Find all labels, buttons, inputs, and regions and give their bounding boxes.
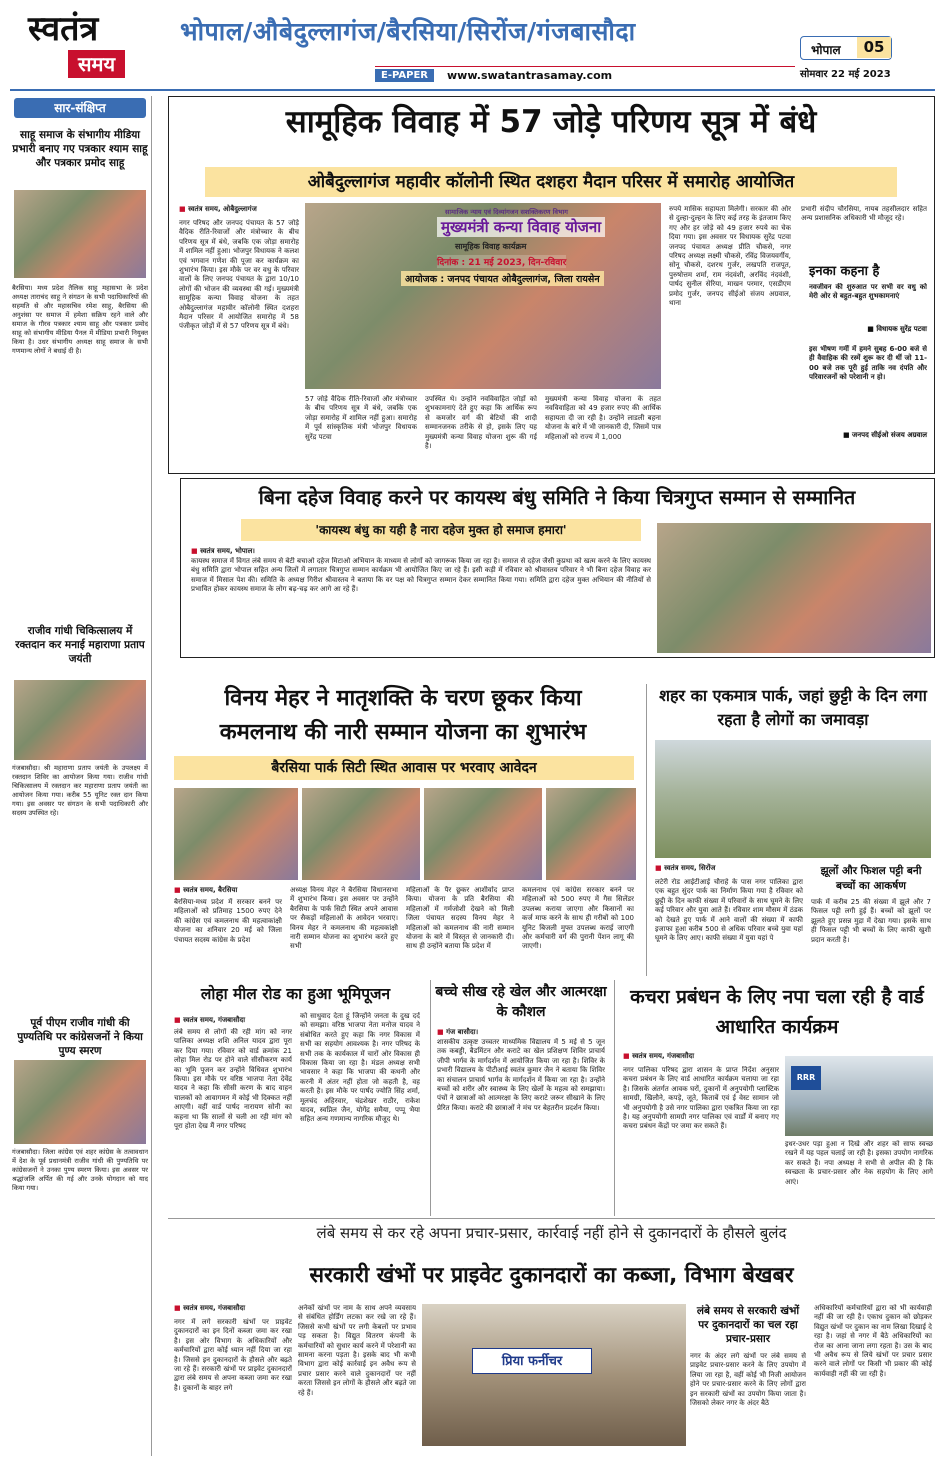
lower-divider [168, 1218, 935, 1219]
sidebar-label: सार-संक्षिप्त [14, 98, 146, 118]
quote1-name: ■ विधायक सुरेंद्र पटवा [867, 325, 927, 333]
kachra-col2: इधर-उधर पड़ा हुआ न दिखे और शहर को साफ स्वच्छ रखने में यह पहल चलाई जा रही है। इसका उपयोग नागरिक कर सकते हैं। नपा अध्यक्ष ने सभी से अपील की है कि स्वच्छता के प्रचार-प्रसार और नेक सहयोग के लिए आगे आएं। [785, 1140, 933, 1186]
sidebar-story2-headline: राजीव गांधी चिकित्सालय में रक्तदान कर मनाई महाराणा प्रताप जयंती [15, 625, 145, 665]
loha-col2: को साधुवाद देता हूं जिन्होंने जनता के दुख दर्द को समझा। वरिष्ठ भाजपा नेता मनोज यादव ने संबोधित करते हुए कहा कि नगर विकास में सभी का सहयोग आवश्यक है। नगर परिषद के सभी तक के कार्यकाल में चारों ओर विकास ही विकास किया जा रहा है। मंडल अध्यक्ष सभी भावसार ने कहा कि भाजपा की कथनी और करनी में अंतर नहीं होता जो कहती है, वह करती है। इस मौके पर पार्षद ज्योति सिंह शर्मा, मूलचंद अहिरवार, चंद्रशेखर राठौर, राकेश यादव, स्वप्निल जैन, योगेंद्र समैया, पप्पू भैया सहित अन्य गणमान्य नागरिक मौजूद थे। [300, 1012, 420, 1124]
vinay-col1: बैरसिया-मध्य प्रदेश में सरकार बनने पर महिलाओं को प्रतिमाह 1500 रुपए देने की कांग्रेस एवं कमलनाथ की महत्वाकांक्षी योजना का शनिवार 20 मई को जिला पंचायत सदस्य कांग्रेस के प्रदेश [174, 898, 282, 944]
kachra-byline: ■ स्वतंत्र समय, गंजबासौदा [623, 1052, 694, 1061]
lower-kicker: लंबे समय से कर रहे अपना प्रचार-प्रसार, कार्रवाई नहीं होने से दुकानदारों के हौसले बुलंद [316, 1224, 787, 1242]
lead-byline: ■ स्वतंत्र समय, ओबैदुल्लागंज [179, 205, 257, 214]
kachra-headline: कचरा प्रबंधन के लिए नपा चला रही है वार्ड आधारित कार्यक्रम [630, 986, 924, 1038]
vinay-headline2: कमलनाथ की नारी सम्मान योजना का शुभारंभ [219, 720, 587, 745]
park-box-title: झूलों और फिशल पट्टी बनी बच्चों का आकर्षण [820, 865, 922, 892]
page-number: 05 [857, 37, 891, 58]
sidebar-story2-body: गंजबासौदा। श्री महाराणा प्रताप जयंती के उपलक्ष्य में रक्तदान शिविर का आयोजन किया गया। राजीव गांधी चिकित्सालय में रक्तदान कर महाराणा प्रताप जयंती का आयोजन किया गया। करीब 55 यूनिट रक्त दान किया गया। इस अवसर पर संगठन के सभी पदाधिकारी और सदस्य उपस्थित रहे। [12, 764, 148, 817]
issue-date: सोमवार 22 मई 2023 [800, 69, 891, 80]
banner-program: सामाजिक न्याय एवं दिव्यांगजन सशक्तिकरण विभाग [445, 208, 568, 216]
park-col2: पार्क में करीब 25 की संख्या में झूले और 7 फिसल पट्टी लगी हुई हैं। बच्चों को झूलों पर झूलते हुए प्रसन्न मुद्रा में देखा गया। इसके साथ ही फिसल पट्टी भी बच्चों के लिए काफी खुशी प्रदान करती है। [811, 898, 931, 944]
lead-headline: सामूहिक विवाह में 57 जोड़े परिणय सूत्र में बंधे [285, 104, 817, 140]
sidebar-story1-body: बैरसिया। मध्य प्रदेश तैलिक साहू महासभा के प्रदेश अध्यक्ष ताराचंद साहू ने संगठन के सभी पदाधिकारियों की सहमति से और महासचिव रमेश साहू, बैरसिया की अनुशंसा पर समाज में हमेशा सक्रिय रहने वाले और समाज के गौरव पत्रकार श्याम साहू और पत्रकार प्रमोद साहू को संभागीय मीडिया पैनल में मीडिया प्रभारी नियुक्त किया है। उधर संभागीय अध्यक्ष साहू समाज के सभी गणमान्य लोगों ने बधाई दी है। [12, 284, 148, 355]
quote-title: इनका कहना है [809, 264, 880, 279]
website[interactable]: www.swatantrasamay.com [447, 69, 613, 82]
kachra-photo [785, 1056, 933, 1136]
lead-col5: रुपये मासिक सहायता मिलेगी। सरकार की ओर से दुल्हा-दुल्हन के लिए कई तरह के इंतजाम किए गए और हर जोड़े को 49 हजार रुपये का चेक दिया गया। इस अवसर पर विधायक सुरेंद्र पटवा जनपद पंचायत अध्यक्ष प्रीति चौकसे, नगर परिषद अध्यक्ष लक्ष्मी चौकसे, रविंद्र विजयवर्गीय, सोनू चौकसे, दशरथ गुर्जर, लखपति राजपूत, पुरुषोत्तम शर्मा, राम नंदवंशी, अरविंद नंदवंशी, पार्षद सुनील सेरिया, माखन परमार, एसडीएम प्रमोद गुर्जर, जनपद सीईओ संजय अग्रवाल, थाना [669, 205, 791, 308]
quote1-text: नवजीवन की शुरुआत पर सभी वर वधु को मेरी ओर से बहुत-बहुत शुभकामनाएं [809, 283, 927, 301]
lower-byline: ■ स्वतंत्र समय, गंजबासौदा [174, 1304, 245, 1313]
quote2-text: इस भीषण गर्मी में हमने सुबह 6-00 बजे से ही वैवाहिक की रस्में शुरू कर दी थीं जो 11-00 बजे तक पूरी हुई ताकि नव दंपति और परिवारजनों को परेशानी न हो। [809, 345, 927, 382]
lower-col3: नगर के अंदर लगे खंभों पर लंबे समय से प्राइवेट प्रचार-प्रसार करने के लिए उपयोग में लिया जा रहा है, वहीं कोई भी निजी आयोजन होने पर प्रचार-प्रसार करने के लिए लोगों द्वारा इन सरकारी खंभों का उपयोग किया जाता है। जिसको लेकर नगर के अंदर बैठे [690, 1352, 806, 1408]
sidebar-story3-headline: पूर्व पीएम राजीव गांधी की पुण्यतिथि पर कांग्रेसजनों ने किया पुण्य स्मरण [17, 1017, 143, 1057]
lower-shop-sign: प्रिया फर्नीचर [472, 1348, 592, 1374]
edition-box [800, 36, 892, 60]
kayastha-body: कायस्थ समाज में विगत लंबे समय से बेटी बचाओ दहेज मिटाओ अभियान के माध्यम से लोगों को जागरूक किया जा रहा है। समाज से दहेज जैसी कुप्रथा को खत्म करने के लिए कायस्थ बंधु समिति द्वारा भोपाल सहित अन्य जिलों में लगातार चित्रगुप्त सम्मान कार्यक्रम भी आयोजित किए जा रहे हैं। इसी कड़ी में रविवार को श्रीवास्तव परिवार ने भी बिना दहेज विवाह कर समाज में मिसाल पेश की। समिति के अध्यक्ष गिरीश श्रीवास्तव ने बताया कि वर पक्ष को चित्रगुप्त सम्मान देकर सम्मानित किया गया। समिति द्वारा दहेज मुक्त अभियान की नीतियों से प्रभावित होकर कायस्थ समाज के लोग बढ़-चढ़ कर आगे आ रहे हैं। [191, 557, 651, 594]
lead-col1: नगर परिषद और जनपद पंचायत के 57 जोड़े वैदिक रीति-रिवाजों और मंत्रोच्चार के बीच परिणय सूत्र में बंधे, जबकि एक जोड़ा समारोह में शामिल नहीं हुआ। भोजपुर विधायक ने कलश एवं भगवान गणेश की पूजा कर कार्यक्रम का शुभारंभ किया। इस मौके पर वर वधु के परिवार वालों के लिए जनपद पंचायत के द्वारा 10/10 लोगों की भोजन की व्यवस्था की गई। मुख्यमंत्री सामूहिक कन्या विवाह योजना के तहत ओबैदुल्लागंज महावीर कॉलोनी स्थित दशहरा मैदान परिसर में आयोजित समारोह में 58 पंजीकृत जोड़ों में से 57 परिणय सूत्र में बंधे। [179, 219, 299, 331]
park-photo [655, 740, 931, 858]
vinay-photo2 [302, 788, 420, 880]
kayastha-photo [657, 523, 931, 653]
khel-byline: ■ गंज बासौदा। [437, 1028, 478, 1037]
vinay-col4: कमलनाथ एवं कांग्रेस सरकार बनने पर महिलाओं को 500 रुपए में गैस सिलेंडर उपलब्ध कराया जाएगा और किसानों का कर्ज माफ करने के साथ ही गरीबों को 100 यूनिट बिजली मुफ्त उपलब्ध कराई जाएगी और कर्मचारी वर्ग की पुरानी पेंशन लागू की जाएगी। [522, 886, 634, 951]
kayastha-slogan: 'कायस्थ बंधु का यही है नारा दहेज मुक्त हो समाज हमारा' [241, 519, 641, 541]
loha-story [168, 980, 423, 1216]
loha-byline: ■ स्वतंत्र समय, गंजबासौदा [174, 1016, 245, 1025]
sidebar-story2-photo [14, 680, 146, 760]
vinay-headline1: विनय मेहर ने मातृशक्ति के चरण छूकर किया [224, 686, 582, 711]
epaper-strip [375, 66, 795, 84]
loha-col1: लंबे समय से लोगों की रही मांग को नगर पालिका अध्यक्ष शशि अनिल यादव द्वारा पूरा कर दिया गया। रविवार को वार्ड क्रमांक 21 लोहा मिल रोड पर होने वाले सीसीकरण कार्य का भूमि पूजन कर उन्होंने विधिवत शुभारंभ किया। इस मौके पर वरिष्ठ भाजपा नेता देवेंद्र यादव ने कहा कि सीसी करण के बाद वाहन चालकों को आवागमन में कोई भी दिक्कत नहीं आएगी। वहीं वार्ड पार्षद नारायण सोनी का कहना था कि सालों से चली आ रही मांग को पूरा होता देख मैं नगर परिषद [174, 1028, 292, 1131]
logo-line1: स्वतंत्र [28, 9, 99, 49]
lower-headline: सरकारी खंभों पर प्राइवेट दुकानदारों का कब्जा, विभाग बेखबर [309, 1263, 794, 1288]
kayastha-byline: ■ स्वतंत्र समय, भोपाल। [191, 547, 255, 556]
sidebar-story1-photo [14, 190, 146, 278]
masthead-cities: भोपाल/औबेदुल्लागंज/बैरसिया/सिरोंज/गंजबासौदा [180, 17, 636, 46]
banner-org: आयोजक : जनपद पंचायत ओबैदुल्लागंज, जिला रायसेन [401, 271, 604, 286]
kachra-story [614, 980, 935, 1216]
lower-col1: नगर में लगे सरकारी खंभों पर प्राइवेट दुकानदारों का इन दिनों कब्जा जमा कर रखा है। इस ओर विभाग के अधिकारियों और कर्मचारियों द्वारा कोई ध्यान नहीं दिया जा रहा है। जिससे इन दुकानदारों के हौसले और बढ़ते जा रहे हैं। सरकारी खंभों पर प्राइवेट दुकानदारों द्वारा लंबे समय से अपना कब्जा जमा कर रखा है। दुकानों के बाहर लगे [174, 1318, 292, 1392]
vinay-photo3 [424, 788, 542, 880]
khel-body: शासकीय उत्कृष्ट उच्चतर माध्यमिक विद्यालय में 5 मई से 5 जून तक कबड्डी, बैडमिंटन और कराटे का खेल प्रशिक्षण शिविर प्राचार्य जीपी भार्गव के मार्गदर्शन में आयोजित किया जा रहा है। शिविर के प्रभारी विद्यालय के पीटीआई स्वतंत्र कुमार जैन ने बताया कि शिविर का संचालन प्राचार्य भार्गव के मार्गदर्शन में किया जा रहा है। उन्होंने बच्चों को शरीर और स्वास्थ्य के लिए खेलों के महत्व को समझाया। पंचों ने छात्राओं को आत्मरक्षा के लिए कराटे जरूर सीखाने के लिए प्रेरित किया। कराटे की छात्राओं ने मंच पर बेहतरीन प्रदर्शन किया। [437, 1038, 605, 1112]
khel-story [430, 980, 608, 1216]
epaper-label: E-PAPER [375, 69, 434, 82]
kayastha-story [180, 478, 935, 658]
vinay-col3: महिलाओं के पैर छूकर आशीर्वाद प्राप्त किया। योजना के प्रति बैरसिया की महिलाओं में गर्मजोशी देखने को मिली जिला पंचायत सदस्य विनय मेहर ने महिलाओं को कमलनाथ की नारी सम्मान योजना के बारे में विस्तृत से जानकारी दी। साथ ही उन्होंने बताया कि प्रदेश में [406, 886, 514, 951]
sidebar [10, 96, 152, 1456]
banner-title: मुख्यमंत्री कन्या विवाह योजना [437, 217, 605, 237]
lower-story [168, 1220, 935, 1460]
lead-banner-photo [305, 203, 661, 389]
park-col1: लटेरी रोड आईटीआई चौराहे के पास नगर पालिका द्वारा एक बहुत सुंदर पार्क का निर्माण किया गया है रविवार को छुट्टी के दिन काफी संख्या में परिवारों के साथ घूमने के लिए कई परिवार और युवा आते हैं। रविवार शाम मौसम में ठंडक को देखते हुए पार्क में आने वालों की संख्या में काफी इजाफा हुआ करीब 500 से अधिक परिवार बच्चे युवा यहां घूमने के लिए आए। काफी संख्या में युवा यहां पे [655, 878, 803, 943]
park-story [646, 684, 935, 976]
logo-line2: समय [68, 50, 125, 78]
lower-photo [422, 1304, 686, 1446]
vinay-photo1 [174, 788, 298, 880]
sidebar-story1-headline: साहू समाज के संभागीय मीडिया प्रभारी बनाए गए पत्रकार श्याम साहू और पत्रकार प्रमोद साहू [12, 129, 148, 169]
vinay-photo4 [546, 788, 636, 880]
masthead-divider [10, 89, 935, 91]
lead-story [168, 96, 935, 474]
lower-col4: अधिकारियों कर्मचारियों द्वारा को भी कार्यवाही नहीं की जा रही है। एकाध दुकान को छोड़कर विद्युत खंभों पर दुकान का नाम लिखा दिखाई दे रहा है। जहां से नगर में बैठे अधिकारियों का रोज का आना जाना लगा रहता है। उस के बाद भी अवैध रूप से लिये खंभों पर प्रचार प्रसार करने वाले लोगों पर किसी भी प्रकार की कोई कार्यवाही नहीं की जा रही है। [814, 1304, 932, 1378]
vinay-story [168, 684, 638, 976]
park-headline: शहर का एकमात्र पार्क, जहां छुट्टी के दिन लगा रहता है लोगों का जमावड़ा [659, 686, 927, 729]
logo [28, 10, 158, 80]
edition-name: भोपाल [811, 43, 841, 57]
quote2-name: ■ जनपद सीईओ संजय अग्रवाल [842, 431, 927, 439]
lead-col2: 57 जोड़े वैदिक रीति-रिवाजों और मंत्रोच्चार के बीच परिणय सूत्र में बंधे, जबकि एक जोड़ा समारोह में शामिल नहीं हुआ। समारोह में पूर्व सांस्कृतिक मंत्री भोजपुर विधायक सुरेंद्र पटवा [305, 395, 417, 441]
vinay-subhead: बैरसिया पार्क सिटी स्थित आवास पर भरवाए आवेदन [174, 756, 634, 780]
sidebar-story3-photo [14, 1060, 146, 1144]
banner-sub: सामूहिक विवाह कार्यक्रम [455, 242, 527, 251]
lead-col6: प्रभारी संदीप चौरसिया, नायब तहसीलदार सहित अन्य प्रशासनिक अधिकारी भी मौजूद रहे। [801, 205, 927, 223]
kachra-col1: नगर पालिका परिषद द्वारा शासन के प्राप्त निर्देश अनुसार कचरा प्रबंधन के लिए वार्ड आधारित कार्यक्रम चलाया जा रहा है। जिसके अंतर्गत आवक घरों, दुकानों में अनुपयोगी प्लास्टिक सामग्री, खिलौने, कपड़े, जूते, किताबें एवं ई वेस्ट सामान जो भी अनुपयोगी है उसे नगर पालिका द्वारा एकत्रित किया जा रहा है। यह अनुपयोगी सामग्री नगर पालिका एवं वार्डों में बनाए गए कचरा प्रबंधन केंद्रों पर जमा कर सकते हैं। [623, 1066, 779, 1131]
vinay-byline: ■ स्वतंत्र समय, बैरसिया [174, 886, 237, 895]
lower-col2: अनेकों खंभों पर नाम के साथ अपने व्यवसाय से संबंधित होर्डिंग लटका कर रखे जा रहे हैं। जिससे कभी खंभों पर लगी केबलों पर प्रभाव पड़ सकता है। विद्युत वितरण कंपनी के कर्मचारियों को सुधार कार्य करने में परेशानी का सामना करना पड़ता है। इसके बाद भी कभी विभाग द्वारा कोई कार्रवाई इन अवैध रूप से प्रचार प्रसार करने वाले दुकानदारों पर नहीं करता जिससे इन लोगों के हौसले और बढ़ते जा रहे हैं। [298, 1304, 416, 1397]
lead-col4: मुख्यमंत्री कन्या विवाह योजना के तहत नवविवाहिता को 49 हजार रुपए की आर्थिक सहायता दी जा रही है। उन्होंने लाडली बहना योजना के बारे में भी जानकारी दी, जिसमें पात्र महिलाओं को राज्य में 1,000 [545, 395, 661, 441]
sidebar-story3-body: गंजबासौदा। जिला कांग्रेस एवं शहर कांग्रेस के तत्वावधान में देश के पूर्व प्रधानमंत्री राजीव गांधी की पुण्यतिथि पर कांग्रेसजनों ने उनका पुण्य स्मरण किया। इस अवसर पर श्रद्धांजलि अर्पित की गई और उनके योगदान को याद किया गया। [12, 1148, 148, 1192]
vinay-col2: अध्यक्ष विनय मेहर ने बैरसिया विधानसभा में शुभारंभ किया। इस अवसर पर उन्होंने बैरसिया के पार्क सिटी स्थित अपने आवास पर सैकड़ों महिलाओं के आवेदन भरवाए। विनय मेहर ने कमलनाथ की महत्वकांक्षी नारी सम्मान योजना का शुभारंभ करते हुए सभी [290, 886, 398, 951]
kachra-signboard: RRR [791, 1066, 821, 1090]
lead-subhead: ओबैदुल्लागंज महावीर कॉलोनी स्थित दशहरा मैदान परिसर में समारोह आयोजित [205, 167, 897, 197]
kayastha-headline: बिना दहेज विवाह करने पर कायस्थ बंधु समिति ने किया चित्रगुप्त सम्मान से सम्मानित [258, 486, 856, 509]
park-byline: ■ स्वतंत्र समय, सिरोंज [655, 864, 715, 873]
banner-date: दिनांक : 21 मई 2023, दिन-रविवार [437, 255, 566, 268]
lower-box-title: लंबे समय से सरकारी खंभों पर दुकानदारों का चल रहा प्रचार-प्रसार [696, 1305, 800, 1345]
loha-headline: लोहा मील रोड का हुआ भूमिपूजन [200, 985, 391, 1003]
lead-col3: उपस्थित थे। उन्होंने नवविवाहित जोड़ों को शुभकामनाएं देते हुए कहा कि आर्थिक रूप से कमजोर वर्ग की बेटियों की शादी सम्मानजनक तरीके से हो, इसके लिए यह मुख्यमंत्री कन्या विवाह योजना शुरू की गई है। [425, 395, 537, 451]
masthead [0, 0, 945, 92]
khel-headline: बच्चे सीख रहे खेल और आत्मरक्षा के कौशल [435, 984, 607, 1020]
